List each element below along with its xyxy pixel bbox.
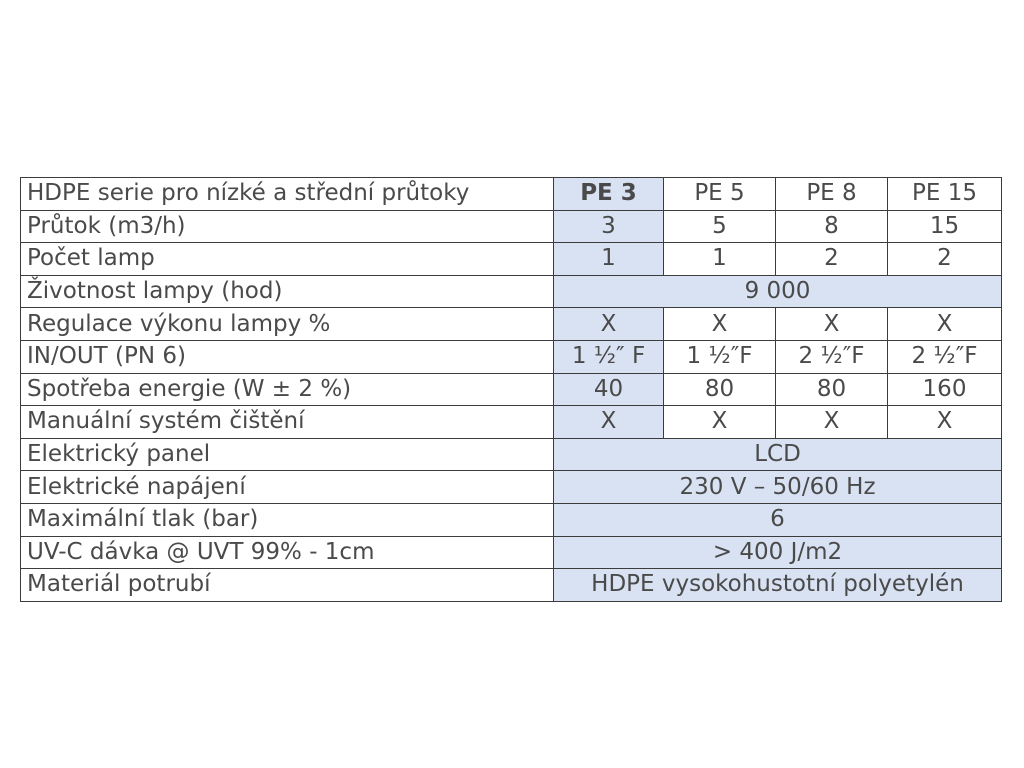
merged-cell: LCD bbox=[554, 438, 1002, 471]
table-row-power-regulation bbox=[21, 308, 1002, 341]
cell-pe5: 5 bbox=[664, 210, 776, 243]
table-row-electric-panel bbox=[21, 438, 1002, 471]
cell-pe15: 160 bbox=[888, 373, 1002, 406]
cell-pe3: 1 ½″ F bbox=[554, 340, 664, 373]
row-label: Elektrický panel bbox=[21, 438, 554, 471]
header-series-title: HDPE serie pro nízké a střední průtoky bbox=[21, 178, 554, 211]
table-row-power-supply bbox=[21, 471, 1002, 504]
merged-cell: 230 V – 50/60 Hz bbox=[554, 471, 1002, 504]
table-row-lamp-count bbox=[21, 243, 1002, 276]
merged-cell: HDPE vysokohustotní polyetylén bbox=[554, 569, 1002, 602]
table-header-row bbox=[21, 178, 1002, 211]
cell-pe3: 40 bbox=[554, 373, 664, 406]
table-row-manual-cleaning bbox=[21, 406, 1002, 439]
cell-pe15: 15 bbox=[888, 210, 1002, 243]
header-model-pe15: PE 15 bbox=[888, 178, 1002, 211]
cell-pe3: X bbox=[554, 406, 664, 439]
table-row-uvc-dose bbox=[21, 536, 1002, 569]
merged-cell: 9 000 bbox=[554, 275, 1002, 308]
cell-pe15: 2 bbox=[888, 243, 1002, 276]
cell-pe15: 2 ½″F bbox=[888, 340, 1002, 373]
cell-pe8: X bbox=[776, 308, 888, 341]
header-model-pe5: PE 5 bbox=[664, 178, 776, 211]
row-label: Počet lamp bbox=[21, 243, 554, 276]
header-model-pe8: PE 8 bbox=[776, 178, 888, 211]
merged-cell: > 400 J/m2 bbox=[554, 536, 1002, 569]
header-model-pe3: PE 3 bbox=[554, 178, 664, 211]
cell-pe8: 8 bbox=[776, 210, 888, 243]
cell-pe5: 80 bbox=[664, 373, 776, 406]
row-label: Regulace výkonu lampy % bbox=[21, 308, 554, 341]
row-label: UV-C dávka @ UVT 99% - 1cm bbox=[21, 536, 554, 569]
table-row-flow bbox=[21, 210, 1002, 243]
cell-pe8: X bbox=[776, 406, 888, 439]
row-label: Maximální tlak (bar) bbox=[21, 503, 554, 536]
row-label: Elektrické napájení bbox=[21, 471, 554, 504]
row-label: Životnost lampy (hod) bbox=[21, 275, 554, 308]
cell-pe8: 2 ½″F bbox=[776, 340, 888, 373]
row-label: Manuální systém čištění bbox=[21, 406, 554, 439]
row-label: Průtok (m3/h) bbox=[21, 210, 554, 243]
merged-cell: 6 bbox=[554, 503, 1002, 536]
cell-pe15: X bbox=[888, 308, 1002, 341]
table-row-lamp-life bbox=[21, 275, 1002, 308]
row-label: Materiál potrubí bbox=[21, 569, 554, 602]
cell-pe3: X bbox=[554, 308, 664, 341]
table-row-energy-consumption bbox=[21, 373, 1002, 406]
row-label: IN/OUT (PN 6) bbox=[21, 340, 554, 373]
spec-table bbox=[20, 177, 1002, 602]
cell-pe5: X bbox=[664, 406, 776, 439]
cell-pe3: 1 bbox=[554, 243, 664, 276]
table-row-in-out bbox=[21, 340, 1002, 373]
cell-pe5: 1 ½″F bbox=[664, 340, 776, 373]
cell-pe5: X bbox=[664, 308, 776, 341]
cell-pe3: 3 bbox=[554, 210, 664, 243]
row-label: Spotřeba energie (W ± 2 %) bbox=[21, 373, 554, 406]
cell-pe15: X bbox=[888, 406, 1002, 439]
cell-pe8: 2 bbox=[776, 243, 888, 276]
cell-pe8: 80 bbox=[776, 373, 888, 406]
table-row-pipe-material bbox=[21, 569, 1002, 602]
table-row-max-pressure bbox=[21, 503, 1002, 536]
cell-pe5: 1 bbox=[664, 243, 776, 276]
